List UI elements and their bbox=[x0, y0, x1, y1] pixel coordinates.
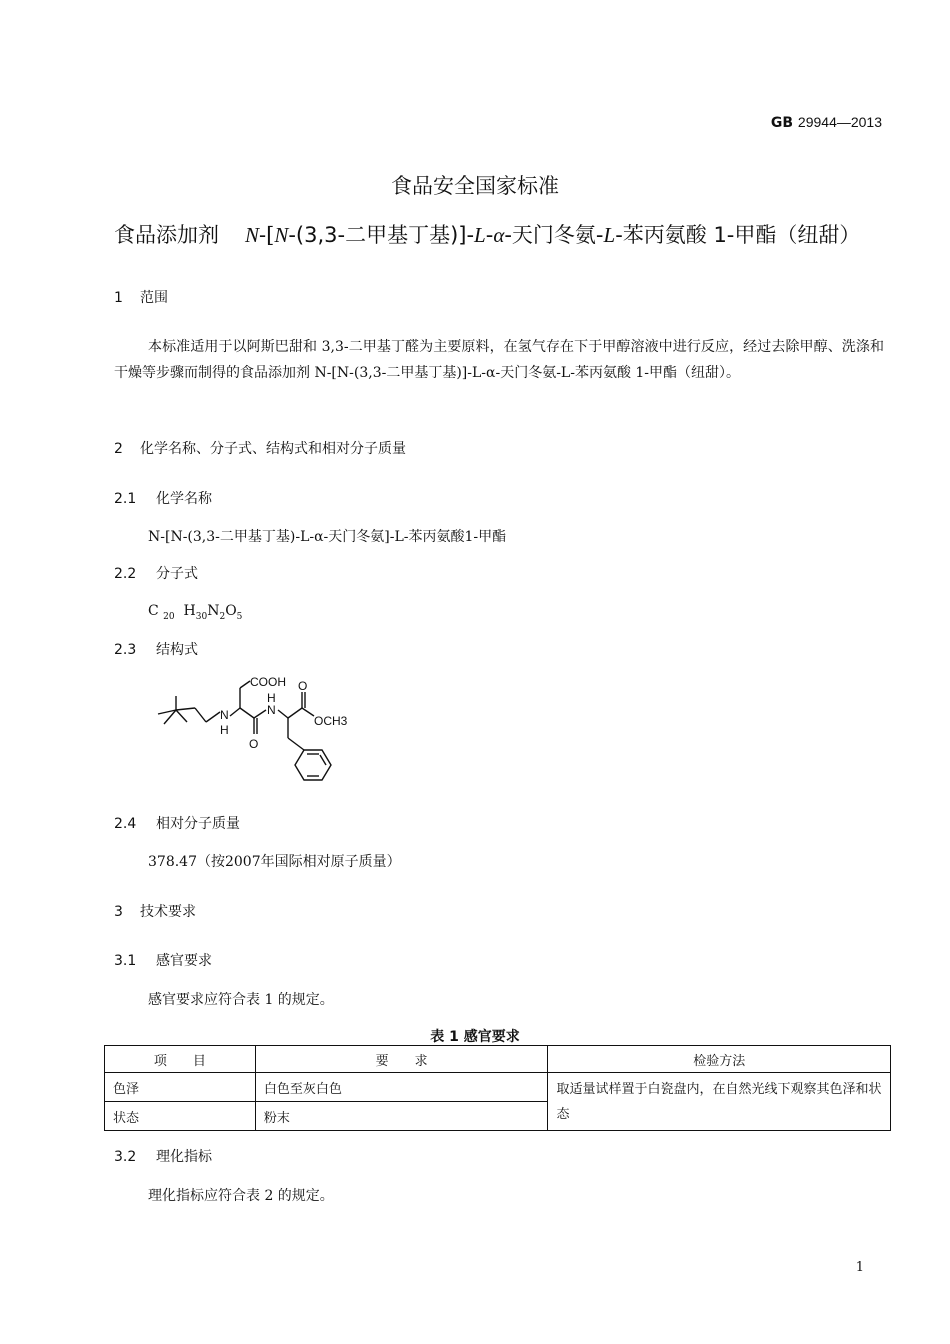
table-1-caption: 表 1 感官要求 bbox=[430, 1029, 520, 1045]
table-header-cell: 项 目 bbox=[105, 1046, 256, 1073]
subtitle-part: L bbox=[603, 223, 616, 247]
label-h-left: H bbox=[220, 723, 229, 737]
subtitle-part: -(3,3-二甲基丁基)]- bbox=[288, 223, 475, 247]
label-o-right: O bbox=[298, 679, 308, 693]
table-cell-item: 色泽 bbox=[105, 1073, 256, 1102]
subtitle-part: L bbox=[474, 223, 486, 247]
subtitle-part: N bbox=[245, 223, 260, 247]
section-heading-1: 1 范围 bbox=[114, 290, 168, 306]
standard-number bbox=[771, 114, 882, 131]
chemical-name: N-[N-(3,3-二甲基丁基)-L-α-天门冬氨]-L-苯丙氨酸1-甲酯 bbox=[148, 529, 507, 545]
section-heading-2-1: 2.1 化学名称 bbox=[114, 491, 212, 507]
section-heading-3: 3 技术要求 bbox=[114, 904, 196, 920]
table-header-cell: 要 求 bbox=[255, 1046, 548, 1073]
document-title: 食品安全国家标准 bbox=[391, 174, 559, 198]
table-cell-item: 状态 bbox=[105, 1102, 256, 1131]
subtitle-part: -[ bbox=[259, 223, 275, 247]
section-heading-2-3: 2.3 结构式 bbox=[114, 642, 198, 658]
page-number: 1 bbox=[855, 1260, 864, 1275]
section-heading-2-2: 2.2 分子式 bbox=[114, 566, 198, 582]
section-heading-3-1: 3.1 感官要求 bbox=[114, 953, 212, 969]
subtitle-part: N bbox=[274, 223, 289, 247]
label-cooh: COOH bbox=[250, 675, 286, 689]
subtitle-prefix: 食品添加剂 bbox=[114, 223, 219, 247]
section-1-paragraph: 本标准适用于以阿斯巴甜和 3,3-二甲基丁醛为主要原料，在氢气存在下于甲醇溶液中进行反应，经过去除甲醇、洗涤和干燥等步骤而制得的食品添加剂 N-[N-(3,3-二甲基丁基)]-L-α-天门冬氨-L-苯丙氨酸 1-甲酯（纽甜）。 bbox=[114, 339, 884, 381]
label-n-left: N bbox=[220, 708, 229, 722]
table-header-row bbox=[105, 1046, 891, 1073]
section-heading-2: 2 化学名称、分子式、结构式和相对分子质量 bbox=[114, 441, 406, 457]
label-och3: OCH3 bbox=[314, 714, 348, 728]
table-row bbox=[105, 1073, 891, 1102]
subtitle-part: -天门冬氨- bbox=[504, 223, 604, 247]
label-o-left: O bbox=[249, 737, 259, 751]
standard-code: 29944—2013 bbox=[797, 114, 882, 130]
molecular-formula: C $_{20}$ $H_{30}N_2O_5$ bbox=[148, 603, 243, 622]
sensory-requirements-table bbox=[104, 1045, 891, 1131]
label-n-top: N bbox=[267, 703, 276, 717]
table-cell-method: 取适量试样置于白瓷盘内，在自然光线下观察其色泽和状态 bbox=[548, 1073, 891, 1131]
molecular-weight: 378.47（按2007年国际相对原子质量） bbox=[148, 854, 401, 870]
physicochemical-text: 理化指标应符合表 2 的规定。 bbox=[148, 1188, 334, 1204]
subtitle-part: - bbox=[485, 223, 494, 247]
structural-formula-diagram bbox=[150, 668, 370, 793]
standard-prefix: GB bbox=[770, 115, 794, 131]
section-heading-3-2: 3.2 理化指标 bbox=[114, 1149, 212, 1165]
table-header-cell: 检验方法 bbox=[548, 1046, 891, 1073]
section-heading-2-4: 2.4 相对分子质量 bbox=[114, 816, 240, 832]
document-subtitle bbox=[114, 219, 860, 249]
sensory-requirement-text: 感官要求应符合表 1 的规定。 bbox=[148, 992, 334, 1008]
subtitle-part: α bbox=[493, 223, 505, 247]
table-cell-requirement: 白色至灰白色 bbox=[255, 1073, 548, 1102]
label-h-top: H bbox=[267, 691, 276, 705]
table-cell-requirement: 粉末 bbox=[255, 1102, 548, 1131]
subtitle-part: -苯丙氨酸 1-甲酯（纽甜） bbox=[615, 223, 861, 247]
